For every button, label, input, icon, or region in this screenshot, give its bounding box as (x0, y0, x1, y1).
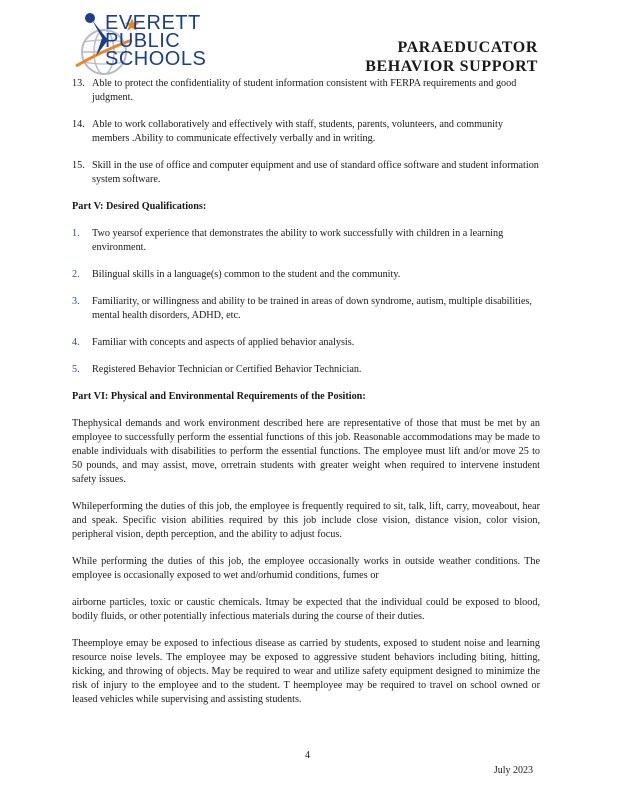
item-number: 15. (72, 160, 85, 171)
list-item (72, 363, 540, 377)
item-number: 5. (72, 364, 80, 375)
list-item (72, 77, 540, 105)
paragraph: Thephysical demands and work environment described here are representative of those that must be met by an employee to successfully perform the essential functions of this job. Reasonable accommodations may be made to enable individuals with disabilities to perform the essential functions. The employee must lift and/or move 25 to 50 pounds, and may assist, move, orretrain students with greater weight when required to intervene instudent safety issues. (72, 418, 540, 485)
item-text: Familiar with concepts and aspects of applied behavior analysis. (92, 337, 355, 348)
title-line-2: BEHAVIOR SUPPORT (365, 58, 538, 75)
footer-date: July 2023 (493, 765, 533, 776)
list-item (72, 268, 540, 282)
item-number: 2. (72, 269, 80, 280)
page-number: 4 (305, 750, 310, 761)
section-heading-part6: Part VI: Physical and Environmental Requirements of the Position: (72, 391, 366, 402)
logo-line-2: PUBLIC (105, 30, 181, 52)
item-number: 1. (72, 228, 80, 239)
item-text: Two yearsof experience that demonstrates the ability to work successfully with children in a learning environment. (92, 228, 504, 253)
item-text: Bilingual skills in a language(s) common to the student and the community. (92, 269, 401, 280)
list-item (72, 227, 540, 255)
item-text: Skill in the use of office and computer equipment and use of standard office software and student information system software. (92, 160, 539, 185)
logo-line-1: EVERETT (105, 12, 201, 34)
list-item (72, 295, 540, 323)
paragraph: Whileperforming the duties of this job, the employee is frequently required to sit, talk, lift, carry, moveabout, hear and speak. Specific vision abilities required by this job include close vision, distance vision, color vision, peripheral vision, depth perception, and the ability to adjust focus. (72, 501, 540, 540)
item-number: 4. (72, 337, 80, 348)
item-text: Able to protect the confidentiality of student information consistent with FERPA requirements and good judgment. (92, 78, 517, 103)
paragraph: Theemploye emay be exposed to infectious disease as carried by students, exposed to student noise and learning resource noise levels. The employee may be exposed to aggressive student behaviors including biting, hitting, kicking, and throwing of objects. May be required to wear and utilize safety equipment designed to minimize the risk of injury to the employee and to the student. T heemployee may be required to travel on school owned or leased vehicles while supervising and assisting students. (72, 638, 540, 705)
item-number: 14. (72, 119, 85, 130)
list-item (72, 159, 540, 187)
logo-line-3: SCHOOLS (105, 48, 207, 70)
document-title (365, 38, 538, 76)
section-heading-part5: Part V: Desired Qualifications: (72, 201, 207, 212)
item-text: Able to work collaboratively and effectively with staff, students, parents, volunteers, and community members .Ability to communicate effectively verbally and in writing. (92, 119, 503, 144)
logo-text (105, 14, 206, 68)
item-text: Familiarity, or willingness and ability to be trained in areas of down syndrome, autism, multiple disabilities, mental health disorders, ADHD, etc. (92, 296, 532, 321)
item-number: 13. (72, 78, 85, 89)
item-text: Registered Behavior Technician or Certified Behavior Technician. (92, 364, 362, 375)
item-number: 3. (72, 296, 80, 307)
paragraph: While performing the duties of this job, the employee occasionally works in outside weather conditions. The employee is occasionally exposed to wet and/orhumid conditions, fumes or (72, 556, 540, 581)
list-item (72, 118, 540, 146)
list-item (72, 336, 540, 350)
document-body (72, 77, 540, 720)
title-line-1: PARAEDUCATOR (397, 39, 538, 56)
paragraph: airborne particles, toxic or caustic chemicals. Itmay be expected that the individual could be exposed to blood, bodily fluids, or other potentially infectious materials during the course of their duties. (72, 597, 540, 622)
